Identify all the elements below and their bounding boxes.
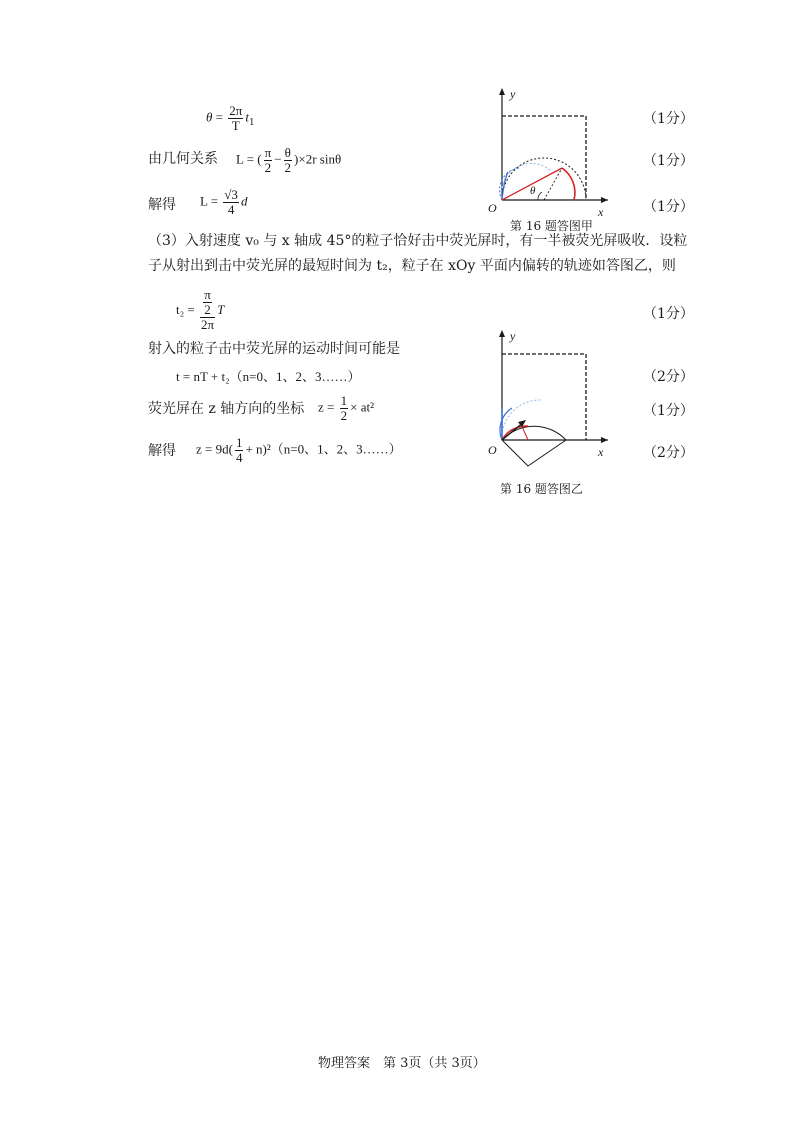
geo-relation-label: 由几何关系 <box>148 151 218 167</box>
lower-diamond <box>502 440 566 466</box>
y-axis-label: y <box>510 87 516 101</box>
z-equation: z = $\frac{1}{2}$ × at² <box>318 393 374 423</box>
theta-equation: θ = $\frac{2\pi}{T}$ $t_1$ <box>206 103 255 133</box>
score-6: （1分） <box>643 403 694 419</box>
possible-time-text: 射入的粒子击中荧光屏的运动时间可能是 <box>148 341 400 357</box>
t2-equation: t₂ = $\frac{\frac{\pi}{2}}{2\pi}$ T <box>176 287 225 332</box>
solve-label-1: 解得 <box>148 197 176 213</box>
y-axis-arrow <box>499 88 505 95</box>
solve-equation-1: L = $\frac{√3}{4}$ d <box>200 187 248 217</box>
solve-equation-2: z = 9d( $\frac{1}{4}$ + n)²（n=0、1、2、3……） <box>196 435 402 465</box>
y-axis-arrow <box>499 330 505 337</box>
score-7: （2分） <box>643 445 694 461</box>
figure-b-caption: 第 16 题答图乙 <box>500 482 583 496</box>
page-footer: 物理答案 第 3页（共 3页） <box>318 1056 486 1071</box>
angle-label: θ <box>530 185 536 197</box>
x-axis-label: x <box>598 445 604 459</box>
figure-16-b <box>480 326 620 476</box>
solve-label-2: 解得 <box>148 443 176 459</box>
figure-16-a <box>480 84 620 224</box>
z-coordinate-label: 荧光屏在 z 轴方向的坐标 <box>148 401 305 417</box>
origin-label: O <box>488 201 497 215</box>
x-axis-arrow <box>601 197 608 203</box>
x-axis-arrow <box>601 437 608 443</box>
x-axis-label: x <box>598 205 604 219</box>
y-axis-label: y <box>510 329 516 343</box>
upper-arc <box>502 426 566 440</box>
score-2: （1分） <box>643 153 694 169</box>
t-equation: t = nT + t₂（n=0、1、2、3……） <box>176 369 361 384</box>
score-1: （1分） <box>643 111 694 127</box>
blue-trajectory-1 <box>502 400 542 440</box>
score-3: （1分） <box>643 199 694 215</box>
part3-text-line1: （3）入射速度 v₀ 与 x 轴成 45°的粒子恰好击中荧光屏时，有一半被荧光屏吸收．设粒 <box>148 233 688 249</box>
origin-label: O <box>488 443 497 457</box>
geo-relation-equation: L = ( $\frac{\pi}{2}$ − $\frac{\theta}{2}$ )×2r sinθ <box>236 145 342 175</box>
angle-arc <box>538 192 542 200</box>
blue-trajectory-1 <box>501 163 550 200</box>
figure-a-caption: 第 16 题答图甲 <box>510 219 593 233</box>
red-trajectory <box>502 426 528 440</box>
red-arc <box>562 168 575 200</box>
part3-text-line2: 子从射出到击中荧光屏的最短时间为 t₂，粒子在 xOy 平面内偏转的轨迹如答图乙，则 <box>148 258 676 274</box>
score-5: （2分） <box>643 369 694 385</box>
score-4: （1分） <box>643 306 694 322</box>
